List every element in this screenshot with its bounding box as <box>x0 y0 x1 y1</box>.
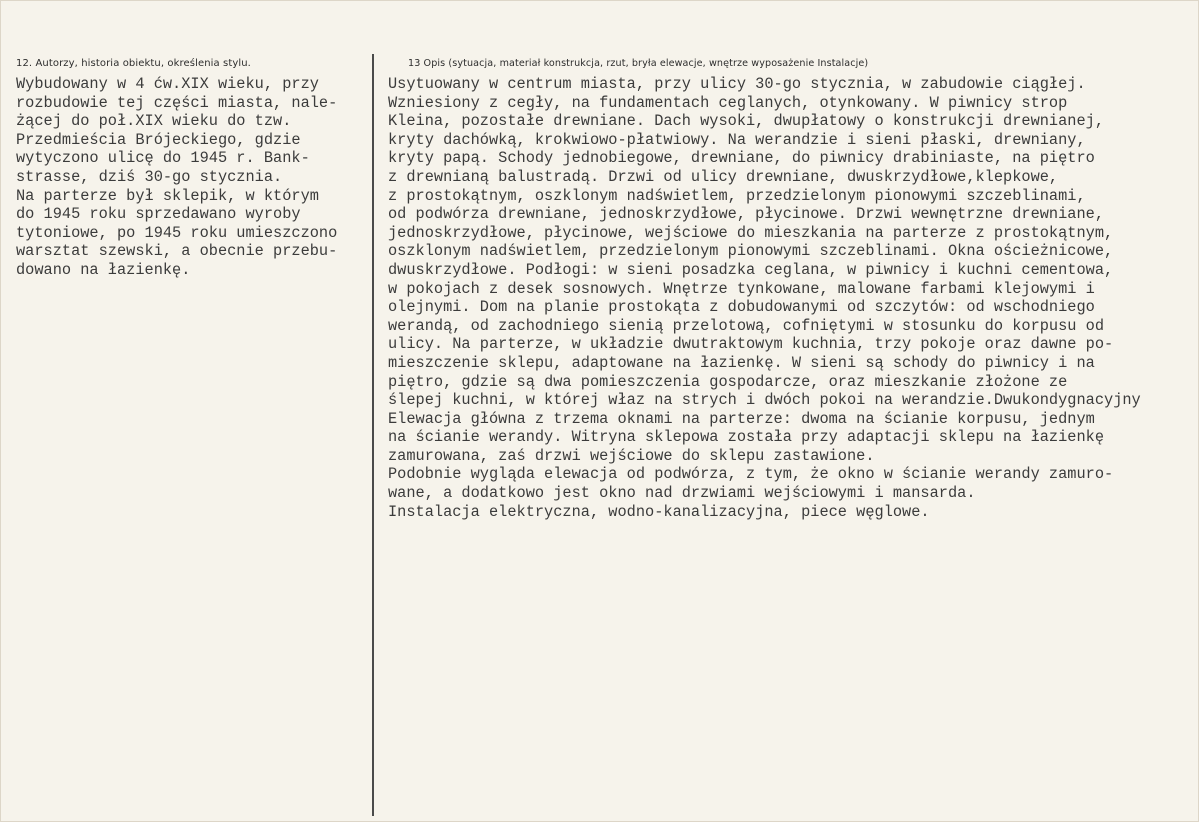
description-line: dwuskrzydłowe. Podłogi: w sieni posadzka ceglana, w piwnicy i kuchni cementowa, <box>388 260 1114 279</box>
description-line: wane, a dodatkowo jest okno nad drzwiami wejściowymi i mansarda. <box>388 484 976 503</box>
description-line: mieszczenie sklepu, adaptowane na łazienkę. W sieni są schody do piwnicy i na <box>388 353 1095 372</box>
history-line: rozbudowie tej części miasta, nale- <box>16 93 338 112</box>
description-line: Elewacja główna z trzema oknami na parterze: dwoma na ścianie korpusu, jednym <box>388 409 1095 428</box>
description-line: kryty papą. Schody jednobiegowe, drewniane, do piwnicy drabiniaste, na piętro <box>388 149 1095 168</box>
description-section <box>388 58 1196 521</box>
description-line: ulicy. Na parterze, w układzie dwutraktowym kuchnia, trzy pokoje oraz dawne po- <box>388 335 1114 354</box>
history-line: Przedmieścia Brójeckiego, gdzie <box>16 130 301 149</box>
description-line: z drewnianą balustradą. Drzwi od ulicy drewniane, dwuskrzydłowe,klepkowe, <box>388 167 1059 186</box>
history-line: tytoniowe, po 1945 roku umieszczono <box>16 223 338 242</box>
description-line: kryty dachówką, krokwiowo-płatwiowy. Na werandzie i sieni płaski, drewniany, <box>388 130 1086 149</box>
description-line: Kleina, pozostałe drewniane. Dach wysoki, dwupłatowy o konstrukcji drewnianej, <box>388 112 1105 131</box>
description-line: na ścianie werandy. Witryna sklepowa została przy adaptacji sklepu na łazienkę <box>388 428 1105 447</box>
description-line: zamurowana, zaś drzwi wejściowe do sklepu zastawione. <box>388 446 875 465</box>
description-line: piętro, gdzie są dwa pomieszczenia gospodarcze, oraz mieszkanie złożone ze <box>388 372 1068 391</box>
description-line: werandą, od zachodniego sienią przelotową, cofniętymi w stosunku do korpusu od <box>388 316 1105 335</box>
history-line: warsztat szewski, a obecnie przebu- <box>16 242 338 261</box>
history-line: do 1945 roku sprzedawano wyroby <box>16 205 301 224</box>
description-line: od podwórza drewniane, jednoskrzydłowe, płycinowe. Drzwi wewnętrzne drewniane, <box>388 205 1105 224</box>
history-line: żącej do poł.XIX wieku do tzw. <box>16 112 292 131</box>
description-line: oszklonym nadświetlem, przedzielonym pionowymi szczeblinami. Okna ościeżnicowe, <box>388 242 1114 261</box>
column-divider <box>372 54 374 816</box>
description-section-header: 13 Opis (sytuacja, materiał konstrukcja, rzut, bryła elewacje, wnętrze wyposażenie Instalacje) <box>408 58 869 69</box>
description-line: Instalacja elektryczna, wodno-kanalizacyjna, piece węglowe. <box>388 502 930 521</box>
description-line: w pokojach z desek sosnowych. Wnętrze tynkowane, malowane farbami klejowymi i <box>388 279 1095 298</box>
description-line: jednoskrzydłowe, płycinowe, wejściowe do mieszkania na parterze z prostokątnym, <box>388 223 1114 242</box>
description-line: Wzniesiony z cegły, na fundamentach ceglanych, otynkowany. W piwnicy strop <box>388 93 1068 112</box>
description-line: Podobnie wygląda elewacja od podwórza, z tym, że okno w ścianie werandy zamuro- <box>388 465 1114 484</box>
description-line: Usytuowany w centrum miasta, przy ulicy 30-go stycznia, w zabudowie ciągłej. <box>388 75 1086 93</box>
history-section-header: 12. Autorzy, historia obiektu, określenia stylu. <box>16 58 251 69</box>
history-section <box>16 58 371 280</box>
history-line: dowano na łazienkę. <box>16 260 191 279</box>
description-line: ślepej kuchni, w której właz na strych i dwóch pokoi na werandzie.Dwukondygnacyjny <box>388 391 1141 410</box>
history-line: Wybudowany w 4 ćw.XIX wieku, przy <box>16 75 319 93</box>
history-line: wytyczono ulicę do 1945 r. Bank- <box>16 149 310 168</box>
description-line: olejnymi. Dom na planie prostokąta z dobudowanymi od szczytów: od wschodniego <box>388 298 1095 317</box>
history-line: Na parterze był sklepik, w którym <box>16 186 319 205</box>
history-line: strasse, dziś 30-go stycznia. <box>16 167 283 186</box>
description-line: z prostokątnym, oszklonym nadświetlem, przedzielonym pionowymi szczeblinami, <box>388 186 1086 205</box>
